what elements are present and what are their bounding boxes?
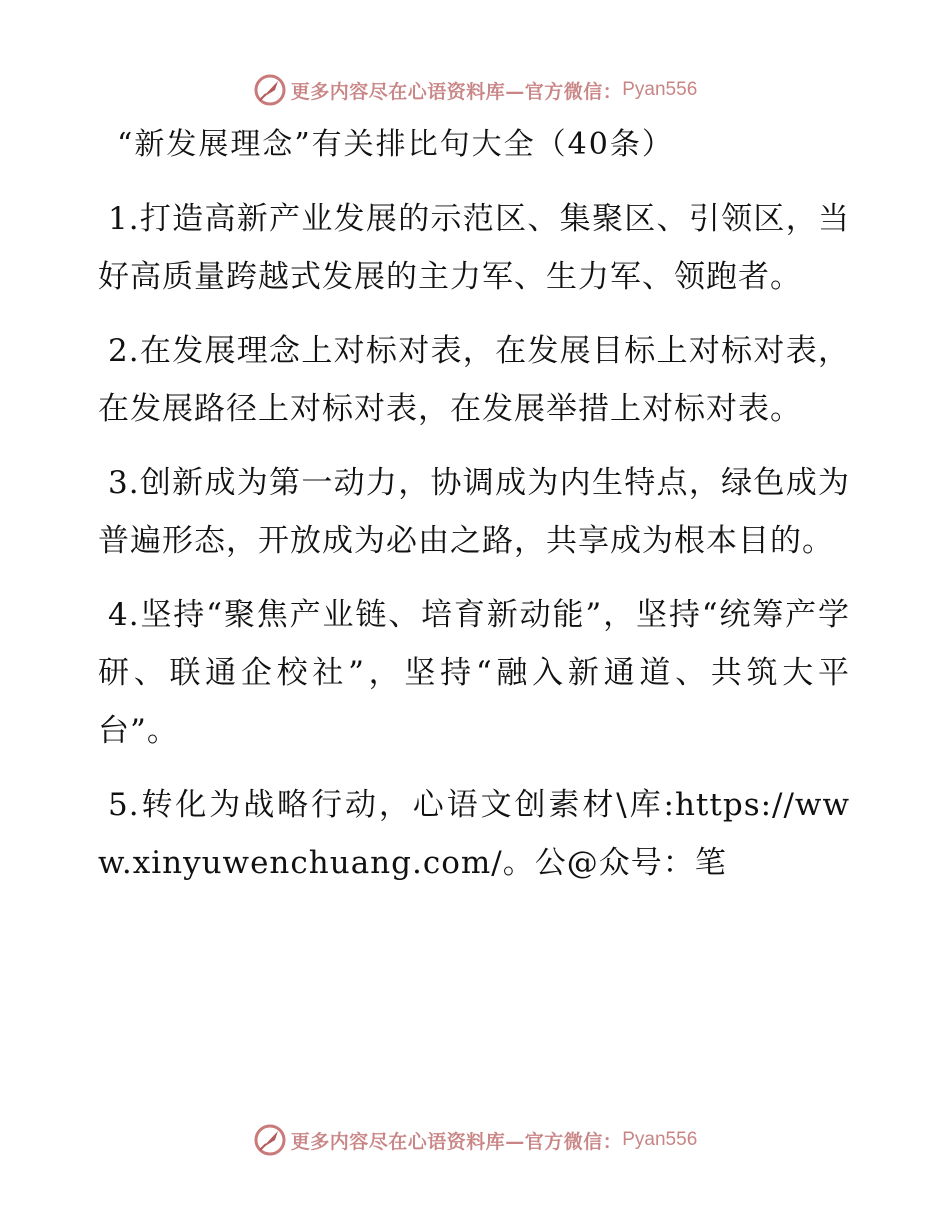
watermark-text: 更多内容尽在心语资料库—官方微信： (290, 80, 623, 103)
list-item: 2.在发展理念上对标对表，在发展目标上对标对表，在发展路径上对标对表，在发展举措上对标对表。 (98, 333, 850, 427)
document-body (98, 190, 850, 908)
document-title: “新发展理念”有关排比句大全（40条） (117, 127, 674, 162)
quill-logo-icon (253, 73, 287, 107)
list-item: 4.坚持“聚焦产业链、培育新动能”，坚持“统筹产学研、联通企校社”，坚持“融入新通道、共筑大平台”。 (98, 597, 850, 749)
list-item: 3.创新成为第一动力，协调成为内生特点，绿色成为普遍形态，开放成为必由之路，共享成为根本目的。 (98, 465, 850, 559)
watermark-id: Pyan556 (622, 1129, 698, 1150)
quill-logo-icon (253, 1123, 287, 1157)
list-item: 1.打造高新产业发展的示范区、集聚区、引领区，当好高质量跨越式发展的主力军、生力军、领跑者。 (98, 201, 850, 295)
watermark-text: 更多内容尽在心语资料库—官方微信： (290, 1130, 623, 1153)
watermark-id: Pyan556 (622, 79, 698, 100)
header-watermark (0, 70, 950, 110)
footer-watermark (0, 1120, 950, 1160)
list-item: 5.转化为战略行动，心语文创素材\库:https://www.xinyuwenchuang.com/。公@众号：笔 (98, 787, 850, 881)
